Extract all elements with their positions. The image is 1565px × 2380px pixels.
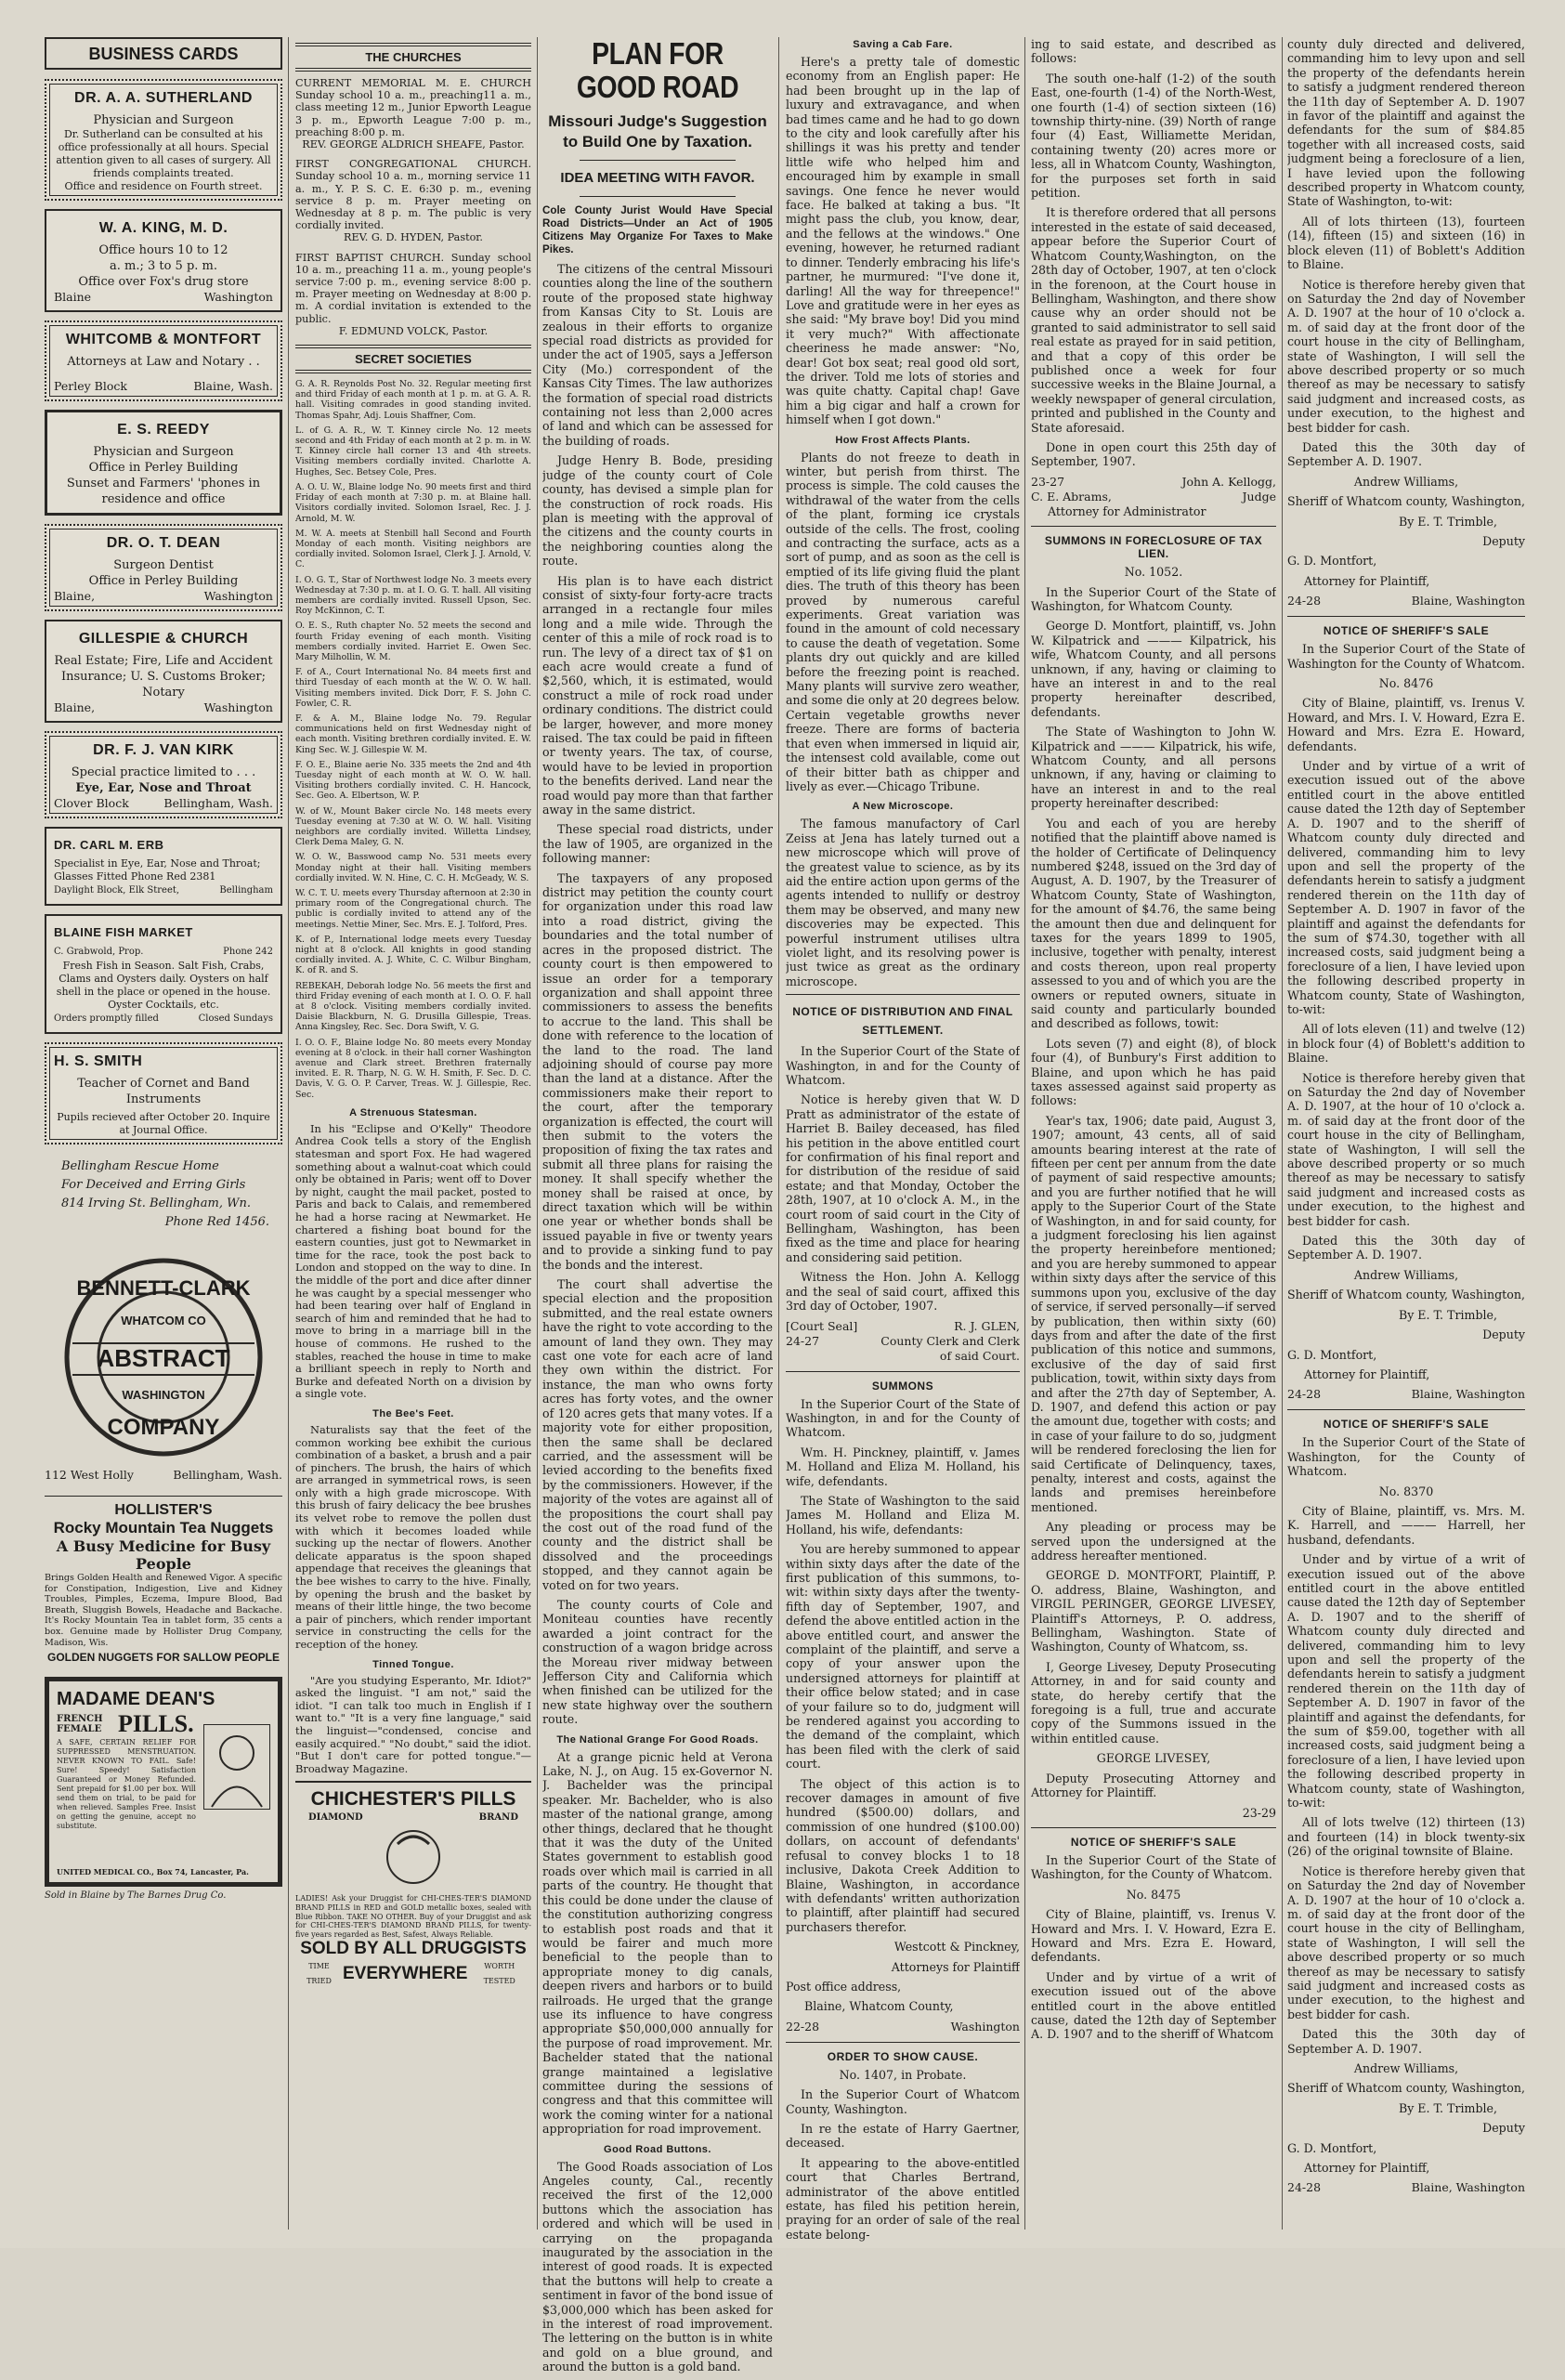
card-right: Washington	[203, 700, 273, 714]
card-name: E. S. REEDY	[117, 422, 210, 438]
attorney-name: G. D. Montfort,	[1287, 1347, 1377, 1362]
card-name: DR. O. T. DEAN	[106, 535, 221, 551]
deck-one: Missouri Judge's Suggestion to Build One by Taxation.	[548, 112, 767, 150]
card-right: Washington	[203, 589, 273, 603]
tinned-text: "Are you studying Esperanto, Mr. Idiot?" asked the linguist. "I am not," said the idiot. "I can talk too much in English if I want to." "It is a very fine language," said the linguist—"condensed, concise and easily acquired." "No doubt," said the idiot. "But I don't care for potted tongue."—Broadway Magazine.	[295, 1673, 531, 1775]
column-rule	[537, 37, 538, 2230]
chich-l: DIAMOND	[308, 1812, 363, 1824]
church-entry	[295, 77, 531, 150]
chich-sold: SOLD BY ALL DRUGGISTS	[300, 1939, 527, 1959]
sheriff-sale-heading: NOTICE OF SHERIFF'S SALE	[1070, 1835, 1237, 1849]
church-sig: REV. GEORGE ALDRICH SHEAFE, Pastor.	[302, 138, 525, 151]
notice-number: 24-28	[1287, 1387, 1322, 1402]
legal-paragraph: The State of Washington to the said James M. Holland and Eliza M. Holland, his wife, defendants:	[786, 1493, 1020, 1537]
address-line: Blaine, Washington	[1411, 2180, 1525, 2195]
legal-paragraph: Notice is therefore hereby given that on Saturday the 2nd day of November A. D. 1907 at the hour of 10 o'clock a. m. of said day at the front door of the court house in the city of Bellingham, state of Washington, I will sell the above described property or so much thereof as may be necessary to satisfy said judgment and increased costs, as under execution, to the highest and best bidder for cash.	[1287, 277, 1525, 435]
grange-heading: The National Grange For Good Roads.	[556, 1733, 759, 1746]
society-entry: A. O. U. W., Blaine lodge No. 90 meets first and third Friday of each month at 7:30 p. m. at Blaine hall. Visitors cordially invited. Solomon Israel, Rec. J. J. Arnold, M. W.	[295, 481, 531, 524]
deputy-title: Deputy	[1482, 2121, 1525, 2136]
legal-paragraph: ing to said estate, and described as follows:	[1031, 37, 1276, 66]
deck-three: Cole County Jurist Would Have Special Road Districts—Under an Act of 1905 Citizens May Organize For Taxes to Make Pikes.	[542, 204, 773, 255]
legal-paragraph: In the Superior Court of the State of Washington, for the County of Whatcom.	[1031, 1852, 1276, 1882]
legal-paragraph: It is therefore ordered that all persons interested in the estate of said deceased, appear before the Superior Court of Whatcom County,Washington, on the 28th day of October, 1907, at ten o'clock in the forenoon, at the Court house in Bellingham, Washington, and there show cause why an order should not be granted to said administrator to sell said real estate as prayed for in said petition, and that a copy of this order be published once a week for four successive weeks in the Blaine Journal, a weekly newspaper of general circulation, printed and published in the County and State aforesaid.	[1031, 205, 1276, 435]
society-entry: L. of G. A. R., W. T. Kinney circle No. 12 meets second and 4th Friday of each month at 2 p. m. in W. T. Kinney circle hall corner 13 and 4th streets. Visiting members cordially invited. Charlotte A. Hughes, Sec. Betsey Cole, Pres.	[295, 425, 531, 477]
legal-paragraph: Wm. H. Pinckney, plaintiff, v. James M. Holland and Eliza M. Holland, his wife, defendants.	[786, 1445, 1020, 1488]
card-name: DR. CARL M. ERB	[54, 838, 164, 852]
card-title: Specialist in Eye, Ear, Nose and Throat; Glasses Fitted Phone Red 2381	[54, 857, 261, 883]
legal-paragraph: Dated this the 30th day of September A. D. 1907.	[1287, 1234, 1525, 1262]
legal-paragraph: Under and by virtue of a writ of execution issued out of the above entitled court in the above entitled cause, dated the 12th day of September A. D. 1907 and to the sheriff of Whatcom	[1031, 1969, 1276, 2042]
notice-number: 24-28	[1287, 2180, 1322, 2195]
card-right: Bellingham	[219, 885, 273, 896]
card-left: Orders promptly filled	[54, 1013, 159, 1024]
society-entry: G. A. R. Reynolds Post No. 32. Regular meeting first and third Friday of each month at 1 p. m. at G. A. R. hall. Visiting comrades in good standing invited. Thomas Spahr, Adj. Louis Shaffner, Com.	[295, 379, 531, 421]
legal-paragraph: You and each of you are hereby notified that the plaintiff above named is the holder of Certificate of Delinquency numbered $248, issued on the 3rd day of August, A. D. 1907, by the Treasurer of Whatcom County, State of Washington, for the amount of $4.76, the same being the amount then due and delinquent for taxes for the years 1899 to 1905, inclusive, together with penalty, interest and costs thereon, upon real property assessed to you and of which you are the owners or reputed owners, situate in said county and particularly bounded and described as follows, towit:	[1031, 816, 1276, 1031]
legal-paragraph: The south one-half (1-2) of the south East, one-fourth (1-4) of the North-West, one fourth (1-4) of section sixteen (16) township thirty-nine. (39) North of range four (4) East, Williamette Meridan, containing twenty (20) acres more or less, all in Whatcom County, Washington, for the purposes set forth in said petition.	[1031, 71, 1276, 201]
church-text: CURRENT MEMORIAL M. E. CHURCH Sunday school 10 a. m., preaching11 a. m., class meeting 12 m., Junior Epworth League 3 p. m., Epworth League 7:00 p. m., preaching 8:00 p. m.	[295, 77, 531, 138]
statesman-heading: A Strenuous Statesman.	[349, 1106, 477, 1118]
card-sutherland	[45, 79, 282, 201]
chich-name: CHICHESTER'S PILLS	[310, 1788, 516, 1811]
deputy-name: By E. T. Trimble,	[1398, 514, 1497, 529]
legal-paragraph: City of Blaine, plaintiff, vs. Mrs. M. K. Harrell, and ——— Harrell, her husband, defendants.	[1287, 1503, 1525, 1547]
card-right: Bellingham, Wash.	[163, 796, 273, 810]
notice-number: 24-28	[1287, 594, 1322, 608]
chich-r: BRAND	[478, 1812, 518, 1824]
card-line: Eye, Ear, Nose and Throat	[75, 781, 252, 795]
frost-text: Plants do not freeze to death in winter, but perish from thirst. The process is simple. The cold causes the withdrawal of the water from the cells of the plant, forming ice crystals outside of the cells. The frost, cooling and contracting the surface, acts as a sort of pump, and as soon as the cell is emptied of its life giving fluid the plant dies. The truth of this theory has been proved by numerous careful experiments. Great variation was found in the amount of cold necessary to cause the death of vegetation. Some plants dry out quickly and are killed before the freezing point is reached. Many plants will survive zero weather, and some die only at 20 degrees below. Certain vegetable growths never freeze. There are forms of bacteria that even when immersed in liquid air, the intensest cold available, come out of their bitter bath as chipper and lively as ever.—Chicago Tribune.	[786, 450, 1020, 793]
address-line: Blaine, Washington	[1411, 594, 1525, 608]
attorney-title: Attorney for Plaintiff,	[1304, 1367, 1430, 1381]
legal-paragraph: Notice is hereby given that W. D Pratt as administrator of the estate of Harriet B. Bailey deceased, has filed his petition in the above entitled court for confirmation of his final report and for distribution of the residue of said estate; and that Monday, October the 28th, 1907, at 10 o'clock A. M., in the court room of said court in the City of Bellingham, Washington, has been fixed as the time and place for hearing and considering said petition.	[786, 1092, 1020, 1264]
column-rule	[1282, 37, 1283, 2230]
society-entry: F. O. E., Blaine aerie No. 335 meets the 2nd and 4th Tuesday night of each month at W. O. W. hall. Visiting brothers cordially invited. C. H. Hancock, Sec. Geo. A. Elbertson, W. P.	[295, 759, 531, 802]
card-right: Closed Sundays	[198, 1013, 273, 1024]
rescue-line: For Deceived and Erring Girls	[61, 1178, 246, 1192]
article-paragraph: His plan is to have each district consist of sixty-four forty-acre tracts arranged in a rectangle four miles long and a mile wide. Through the center of this a mile of rock road is to run. The levy of a direct tax of $1 on each acre would create a fund of $2,560, which, it is estimated, would construct a mile of rock road under ordinary conditions. The district could be larger, however, and more money raised. The tax could be paid in fifteen or twenty years. The tax, of course, would have to be levied in proportion to the benefits derived. Land near the road would pay more than that farther away in the same district.	[542, 573, 773, 817]
legal-paragraph: All of lots twelve (12) thirteen (13) and fourteen (14) in block twenty-six (26) of the original townsite of Blaine.	[1287, 1815, 1525, 1859]
legal-paragraph: George D. Montfort, plaintiff, vs. John W. Kilpatrick and ——— Kilpatrick, his wife, Whatcom County, and all persons unknown, if any, having or claiming to have an interest in and to the real property hereinafter described, defendants.	[1031, 619, 1276, 719]
legal-paragraph: Dated this the 30th day of September A. D. 1907.	[1287, 2027, 1525, 2056]
address-line: Blaine, Washington	[1411, 1387, 1525, 1402]
card-left: C. Grabwold, Prop.	[54, 947, 144, 957]
dean-body: A SAFE, CERTAIN RELIEF FOR SUPPRESSED MENSTRUATION. NEVER KNOWN TO FAIL. Safe! Sure! Speedy! Satisfaction Guaranteed or Money Refunded. Sent prepaid for $1.00 per box. Will send them on trial, to be paid for when relieved. Samples Free. Insist on getting the genuine, accept no substitute.	[57, 1738, 196, 1831]
rescue-line: 814 Irving St. Bellingham, Wn.	[61, 1197, 252, 1210]
card-name: BLAINE FISH MARKET	[54, 925, 193, 939]
legal-paragraph: All of lots eleven (11) and twelve (12) in block four (4) of Boblett's addition to Blaine.	[1287, 1022, 1525, 1066]
card-title: Attorneys at Law and Notary . .	[67, 355, 260, 369]
card-title: Surgeon Dentist	[113, 558, 214, 572]
address-line: Post office address,	[786, 1979, 902, 1994]
card-line: Office hours 10 to 12	[98, 243, 228, 257]
deputy-name: By E. T. Trimble,	[1398, 2100, 1497, 2115]
sheriff-sale-heading: NOTICE OF SHERIFF'S SALE	[1323, 1418, 1490, 1432]
card-line: Office in Perley Building	[88, 574, 239, 588]
legal-paragraph: Witness the Hon. John A. Kellogg and the seal of said court, affixed this 3rd day of October, 1907.	[786, 1270, 1020, 1314]
notice-number: 22-28	[786, 2019, 820, 2033]
legal-paragraph: Lots seven (7) and eight (8), of block four (4), of Bunbury's First addition to Blaine, and upon which he has paid taxes assessed against said property as follows:	[1031, 1036, 1276, 1108]
society-entry: K. of P., International lodge meets every Tuesday night at 8 o'clock. All knights in good standing cordially invited. A. J. White, C. C. Wilbur Bingham, K. of R. and S.	[295, 934, 531, 976]
sheriff-sale-heading: NOTICE OF SHERIFF'S SALE	[1323, 624, 1490, 638]
legal-paragraph: In the Superior Court of Whatcom County, Washington.	[786, 2087, 1020, 2116]
seal-bot: COMPANY	[107, 1415, 220, 1440]
deputy-name: By E. T. Trimble,	[1398, 1307, 1497, 1322]
signature: Attorneys for Plaintiff	[891, 1959, 1020, 1974]
microscope-text: The famous manufactory of Carl Zeiss at Jena has lately turned out a new microscope which will prove of the greatest value to science, as by its aid the entire action upon germs of the agents intended to nullify or destroy them may be observed, and many new discoveries may be expected. This powerful instrument utilises ultra violet light, and its resolving power is just twice as great as the ordinary microscope.	[786, 817, 1020, 988]
card-name: DR. A. A. SUTHERLAND	[74, 90, 253, 106]
address-line: Blaine, Whatcom County,	[804, 1999, 954, 2014]
legal-paragraph: No. 1407, in Probate.	[839, 2067, 967, 2082]
card-line: Office in Perley Building	[88, 461, 239, 475]
seal-address: 112 West Holly	[45, 1468, 134, 1482]
prosecutor-title: Deputy Prosecuting Attorney and Attorney for Plaintiff.	[1031, 1771, 1276, 1800]
madame-dean-ad	[45, 1677, 282, 1887]
bees-heading: The Bee's Feet.	[372, 1407, 454, 1419]
buttons-text: The Good Roads association of Los Angeles county, Cal., recently received the first of the 12,000 buttons which the association has ordered and which will be used in carrying on the propaganda inaugurated by the association in the interest of good roads. It is expected that the buttons will help to create a sentiment in favor of the bond issue of $3,000,000 which has been asked for in the interest of road improvement. The lettering on the button is in white and gold on a blue ground, and around the button is a gold band.	[542, 2159, 773, 2374]
legal-paragraph: Under and by virtue of a writ of execution issued out of the above entitled court in the above entitled cause dated the 12th day of September A. D. 1907 and to the sheriff of Whatcom county duly directed and delivered, commanding him to levy upon and sell the property of the defendants herein to satisfy a judgment rendered therein on the 11th day of September A. D. 1907 in favor of the plaintiff and against the defendants for the sum of $74.30, together with all increased costs, said judgment being a foreclosure of a lien, I have levied upon the following described property in Whatcom county, State of Washington, to-wit:	[1287, 759, 1525, 1016]
woman-portrait-icon	[203, 1724, 270, 1810]
chich-body: LADIES! Ask your Druggist for CHI-CHES-TER'S DIAMOND BRAND PILLS in RED and GOLD metallic boxes, sealed with Blue Ribbon. TAKE NO OTHER. Buy of your Druggist and ask for CHI-CHES-TER'S DIAMOND BRAND PILLS, for twenty-five years regarded as Best, Safest, Always Reliable.	[295, 1894, 531, 1939]
card-name: GILLESPIE & CHURCH	[78, 631, 249, 647]
business-cards-column	[45, 37, 282, 1901]
card-title: Special practice limited to . . .	[71, 765, 256, 779]
signature: Westcott & Pinckney,	[893, 1940, 1020, 1955]
legal-paragraph: In the Superior Court of the State of Washington, for the County of Whatcom.	[1287, 1435, 1525, 1479]
church-sig: REV. G. D. HYDEN, Pastor.	[344, 231, 483, 244]
legal-paragraph: Any pleading or process may be served upon the undersigned at the address hereafter mentioned.	[1031, 1520, 1276, 1563]
society-entry: W. O. W., Basswood camp No. 531 meets every Monday night at their hall. Visiting members cordially invited. W. N. Hine, C. C. H. McGeady, W. S.	[295, 852, 531, 883]
card-whitcomb	[45, 320, 282, 401]
buttons-heading: Good Road Buttons.	[604, 2143, 711, 2155]
notice-number: 23-27	[1031, 474, 1065, 489]
sheriff-title: Sheriff of Whatcom county, Washington,	[1287, 1288, 1525, 1302]
good-road-column	[542, 37, 773, 2380]
distribution-heading: NOTICE OF DISTRIBUTION AND FINAL SETTLEMENT.	[792, 1005, 1013, 1038]
church-text: FIRST CONGREGATIONAL CHURCH. Sunday school 10 a. m., morning service 11 a. m., Y. P. S. C. E. 6:30 p. m., evening service 8 p. m. Prayer meeting on Wednesday at 8 p. m. The public is very cordially invited.	[295, 158, 531, 232]
legal-paragraph: All of lots thirteen (13), fourteen (14), fifteen (15) and sixteen (16) in block eleven (11) of Boblett's Addition to Blaine.	[1287, 214, 1525, 272]
deputy-title: Deputy	[1482, 1327, 1525, 1342]
card-right: Washington	[203, 290, 273, 304]
sheriff-name: Andrew Williams,	[1353, 2060, 1459, 2075]
court-seal-label: [Court Seal]	[786, 1318, 858, 1333]
address-line: Washington	[950, 2019, 1020, 2033]
tinned-heading: Tinned Tongue.	[372, 1658, 454, 1670]
seal-icon	[52, 1250, 275, 1464]
society-entry: O. E. S., Ruth chapter No. 52 meets the second and fourth Friday evening of each month. Visiting members cordially invited. Harriet E. Owen Sec. Mary Milhollin, W. M.	[295, 621, 531, 662]
attorney-name: G. D. Montfort,	[1287, 2140, 1377, 2155]
card-footer: Office and residence on Fourth street.	[64, 180, 263, 192]
prosecutor-name: GEORGE LIVESEY,	[1096, 1751, 1211, 1766]
card-title: Teacher of Cornet and Band Instruments	[77, 1077, 250, 1106]
card-dean	[45, 524, 282, 611]
bees-text: Naturalists say that the feet of the common working bee exhibit the curious combination of a basket, a brush and a pair of pinchers. The brush, the hairs of which are arranged in symmetrical rows, is seen only with a high grade microscope. With this brush of fairy delicacy the bee brushes its velvet robe to remove the pollen dust with which it becomes loaded while sucking up the nectar of flowers. Another delicate apparatus is the spoon shaped appendage that receives the gleanings that the bee wishes to carry to the hive. Finally, by opening the brush and the basket by means of their little hinge, the two become a pair of pinchers, which render important service in constructing the cells for the reception of the honey.	[295, 1422, 531, 1652]
church-entry	[295, 158, 531, 243]
dean-pills: PILLS.	[118, 1710, 194, 1738]
tea-body: Brings Golden Health and Renewed Vigor. A specific for Constipation, Indigestion, Live and Kidney Troubles, Pimples, Eczema, Impure Blood, Bad Breath, Sluggish Bowels, Headache and Backache. It's Rocky Mountain Tea in tablet form, 35 cents a box. Genuine made by Hollister Drug Company, Madison, Wis.	[45, 1573, 282, 1648]
case-number: No. 8476	[1378, 676, 1434, 691]
card-line: a. m.; 3 to 5 p. m.	[109, 259, 218, 273]
seal-ring-bot: WASHINGTON	[122, 1388, 205, 1402]
article-paragraph: These special road districts, under the law of 1905, are organized in the following manner:	[542, 822, 773, 866]
cab-text: Here's a pretty tale of domestic economy from an English paper: He had been brought up in the lap of luxury and extravagance, and when bad times came and he had to go down to the city and look carefully after his shillings it was his pretty and tender little wife who helped him and encouraged him by example in small savings. One fence he never would face. He balked at taking a bus. "It might pass the club, you know, dear, and the fellows at the windows." One evening, however, he returned radiant to dinner. Tenderly embracing his life's partner, he murmured: "I've done it, darling! All the way for threepence!" Love and gratitude were in her eyes as she said: "My brave boy! Did you mind it very much?" With affectionate cheeriness he made answer: "No, dear! Got box seat; real good old sort, the driver. Told me lots of stories and was quite chatty. Capital chap! Gave him a big cigar and half a crown for himself when I got down."	[786, 55, 1020, 427]
legal-paragraph: In re the estate of Harry Gaertner, deceased.	[786, 2121, 1020, 2151]
case-number: No. 8370	[1378, 1484, 1434, 1498]
business-cards-heading: BUSINESS CARDS	[45, 37, 282, 70]
church-entry	[295, 252, 531, 337]
case-number: No. 8475	[1126, 1887, 1181, 1902]
chich-tl: TIME TRIED	[306, 1962, 332, 1986]
card-title: Physician and Surgeon	[93, 113, 234, 127]
legal-paragraph: The State of Washington to John W. Kilpatrick and ——— Kilpatrick, his wife, Whatcom County, and all persons unknown, if any, having or claiming to have an interest in and to the real property hereinafter described:	[1031, 725, 1276, 811]
show-cause-heading: ORDER TO SHOW CAUSE.	[827, 2049, 979, 2063]
deputy-title: Deputy	[1482, 534, 1525, 548]
legal-paragraph: In the Superior Court of the State of Washington, for Whatcom County.	[1031, 584, 1276, 613]
legal-paragraph: Notice is therefore hereby given that on Saturday the 2nd day of November A. D. 1907 at the hour of 10 o'clock a. m. of said day at the front door of the court house in the city of Bellingham, state of Washington, I will sell the above described property or so much thereof as may be necessary to satisfy said judgment and increased costs as under execution, to the highest and best bidder for cash.	[1287, 1863, 1525, 2021]
chichester-ad	[295, 1781, 531, 1989]
column-rule	[778, 37, 779, 2230]
dean-foot: UNITED MEDICAL CO., Box 74, Lancaster, Pa.	[57, 1867, 249, 1877]
article-paragraph: The court shall advertise the special election and the proposition submitted, and the real estate owners have the right to vote according to the amount of land they own. They may cast one vote for each acre of land they own within the district. For instance, the man who owns forty acres has forty votes, and the owner of 120 acres gets that many votes. If a majority vote for either proposition, then the same shall be declared carried, and the assessment will be levied according to the benefits fixed by the commissioners. However, if the majority of the votes are against all of the propositions the court shall pay the cost out of the road fund of the county and the district shall be dissolved and the proceedings stopped, and they cannot again be voted on for two years.	[542, 1277, 773, 1592]
society-entry: REBEKAH, Deborah lodge No. 56 meets the first and third Friday evening of each month at I. O. O. F. hall at 8 o'clock. Visiting members cordially invited. Daisie Blackburn, N. G. Drusilla Gillespie, Treas. Anna Kingsley, Rec. Sec. Dora Swift, V. G.	[295, 980, 531, 1033]
notice-number: 23-29	[1242, 1805, 1276, 1820]
church-text: FIRST BAPTIST CHURCH. Sunday school 10 a. m., preaching 11 a. m., young people's service 7:00 p. m., evening service 8:00 p. m. Prayer meeting on Wednesday at 8:00 p. m. A cordial invitation is extended to the public.	[295, 251, 531, 325]
card-left: Blaine,	[54, 700, 96, 714]
card-name: W. A. KING, M. D.	[98, 220, 228, 236]
legal-column-one	[1031, 37, 1276, 2047]
sheriff-title: Sheriff of Whatcom county, Washington,	[1287, 2081, 1525, 2096]
card-smith	[45, 1042, 282, 1144]
card-name: DR. F. J. VAN KIRK	[93, 742, 234, 758]
card-right: Phone 242	[223, 947, 273, 957]
article-paragraph: Judge Henry B. Bode, presiding judge of the county court of Cole county, has devised a simple plan for the construction of rock roads. His plan is meeting with the approval of the citizens and the county courts in the neighboring counties along the route.	[542, 453, 773, 569]
card-gillespie	[45, 620, 282, 723]
card-title: Real Estate; Fire, Life and Accident Insurance; U. S. Customs Broker; Notary	[54, 654, 273, 700]
church-list	[295, 77, 531, 337]
article-paragraph: The taxpayers of any proposed district may petition the county court for organization under this road law into a road district, giving the boundaries and the total number of acres in the proposed district. The county court is then empowered to issue an order for a temporary organization and shall appoint three commissioners to assess the benefits to accrue to the land. This shall be done with reference to the location of the land to the road. The land adjoining should of course pay more than the land at a distance. After the commissioners make their report to the court, after the temporary organization is effected, the court will then submit to the voters the proposition of fixing the tax rates and submit all three plans for raising the money. It shall specify whether the money shall be raised at once, by direct taxation which will be within one year or whether bonds shall be issued payable in five or twenty years and to provide a sinking fund to pay the bonds and the interest.	[542, 870, 773, 1272]
legal-paragraph: In the Superior Court of the State of Washington for the County of Whatcom.	[1287, 642, 1525, 671]
society-entry: M. W. A. meets at Stenbill hall Second and Fourth Monday of each month. Visiting neighbors are cordially invited. Solomon Israel, Clerk J. J. Arnold, V. C.	[295, 528, 531, 570]
page-title: PLAN FOR GOOD ROAD	[576, 37, 739, 104]
attorney-title: Attorney for Plaintiff,	[1304, 573, 1430, 588]
legal-paragraph: City of Blaine, plaintiff, vs. Irenus V. Howard, and Mrs. I. V. Howard, Ezra E. Howard and Mrs. Ezra E. Howard, defendants.	[1287, 696, 1525, 753]
card-name: WHITCOMB & MONTFORT	[65, 332, 262, 347]
tea-tag: GOLDEN NUGGETS FOR SALLOW PEOPLE	[46, 1651, 280, 1665]
grange-text: At a grange picnic held at Verona Lake, N. J., on Aug. 15 ex-Governor N. J. Bachelder was the principal speaker. Mr. Bachelder, who is also master of the national grange, among other things, declared that he thought that it was the duty of the United States government to establish good roads over which mail is carried in all parts of the country. He thought that this could be done under the clause of the constitution authorizing congress to establish post roads and that it would be fairer and much more beneficial to the people than to appropriate money to dig canals, deepen rivers and harbors or to build railroads. He urged that the grange use its influence to have congress appropriate $50,000,000 annually for the purpose of road improvement. Mr. Bachelder stated that the national grange maintained a legislative committee during the sessions of congress and that this committee will work the coming winter for a national appropriation for road improvement.	[542, 1749, 773, 2137]
attorney-name: C. E. Abrams,	[1031, 489, 1112, 503]
article-paragraph: The county courts of Cole and Moniteau counties have recently awarded a joint contract for the construction of a wagon bridge across the Moreau river midway between Jefferson City and California which when finished can be utilized for the new state highway over the southern route.	[542, 1597, 773, 1727]
attorney-title: Attorney for Plaintiff,	[1304, 2161, 1430, 2175]
cab-heading: Saving a Cab Fare.	[853, 39, 953, 50]
legal-paragraph: Under and by virtue of a writ of execution issued out of the above entitled court in the above entitled cause dated the 12th day of September A. D. 1907 and to the sheriff of Whatcom county duly directed and delivered, commanding him to levy upon and sell the property of the defendants herein to satisfy a judgment rendered therein on the 11th day of September A. D. 1907 in favor of the plaintiff and against the defendants, for the sum of $59.00, together with all increased costs, said judgment being a foreclosure of a lien, I have levied upon the following described property in Whatcom county, state of Washington, to-wit:	[1287, 1552, 1525, 1811]
dean-sub: FRENCH FEMALE	[57, 1714, 103, 1735]
card-fish-market	[45, 914, 282, 1034]
column-rule	[1024, 37, 1025, 2230]
society-entry: I. O. O. F., Blaine lodge No. 80 meets every Monday evening at 8 o'clock. in their hall corner Washington avenue and Clark street. Brethren fraternally invited. E. R. Tharp, N. G. W. H. Smith, F. Sec. D. C. Davis, V. G. O. P. Carver, Treas. W. J. Gillespie, Rec. Sec.	[295, 1037, 531, 1100]
article-paragraph: The citizens of the central Missouri counties along the line of the southern route of the proposed state highway from Kansas City to St. Louis are zealous in their efforts to organize special road districts as provided for under the act of 1905, says a Jefferson City (Mo.) correspondent of the Kansas City Times. The law authorizes the formation of special road districts containing not less than 2,000 acres of land and which can be assessed for the building of roads.	[542, 262, 773, 448]
card-left: Clover Block	[54, 796, 129, 810]
rescue-line: Phone Red 1456.	[164, 1215, 269, 1229]
rescue-line: Bellingham Rescue Home	[61, 1159, 219, 1173]
sheriff-name: Andrew Williams,	[1353, 1267, 1459, 1282]
card-left: Daylight Block, Elk Street,	[54, 885, 180, 896]
legal-column-two	[1287, 37, 1525, 2195]
judge-title: Judge	[1242, 489, 1276, 503]
tea-nuggets-ad	[45, 1496, 282, 1664]
misc-column	[786, 37, 1020, 2247]
legal-paragraph: Notice is therefore hereby given that on Saturday the 2nd day of November A. D. 1907, at the hour of 10 o'clock a. m. of said day at the front door of the court house in the city of Bellingham, state of Washington, I will sell the above described property or so much thereof as may be necessary to satisfy said judgment and increased costs as under execution, to the highest and best bidder for cash.	[1287, 1070, 1525, 1228]
clerk-name: R. J. GLEN,	[954, 1318, 1020, 1333]
frost-heading: How Frost Affects Plants.	[835, 434, 971, 446]
chich-tr: WORTH TESTED	[483, 1962, 515, 1986]
card-line: Sunset and Farmers' 'phones in residence and office	[66, 477, 261, 506]
chich-ev: EVERYWHERE	[342, 1964, 468, 1984]
attorney-name: G. D. Montfort,	[1287, 554, 1377, 569]
card-erb	[45, 827, 282, 906]
seal-city: Bellingham, Wash.	[173, 1468, 282, 1482]
card-left: Perley Block	[54, 379, 127, 393]
society-list	[295, 379, 531, 1100]
legal-paragraph: GEORGE D. MONTFORT, Plaintiff, P. O. address, Blaine, Washington, and VIRGIL PERINGER, GEORGE LIVESEY, Plaintiff's Attorneys, P. O. address, Bellingham, Washington. State of Washington, County of Whatcom, ss.	[1031, 1568, 1276, 1654]
summons-heading: SUMMONS	[871, 1379, 934, 1393]
tea-name: Rocky Mountain Tea Nuggets	[53, 1519, 274, 1537]
tax-lien-heading: SUMMONS IN FORECLOSURE OF TAX LIEN.	[1044, 534, 1263, 561]
microscope-heading: A New Microscope.	[852, 801, 954, 813]
card-left: Blaine,	[54, 589, 96, 603]
legal-paragraph: In the Superior Court of the State of Washington, in and for the County of Whatcom.	[786, 1396, 1020, 1440]
church-sig: F. EDMUND VOLCK, Pastor.	[338, 324, 489, 337]
society-entry: I. O. G. T., Star of Northwest lodge No. 3 meets every Wednesday at 7:30 p. m. at I. O. G. T. hall. All visiting members are cordially invited. Russell Upson, Sec. Roy McKinnon, C. T.	[295, 574, 531, 617]
card-title: Physician and Surgeon	[93, 445, 234, 459]
abstract-company-seal	[45, 1250, 282, 1483]
card-king	[45, 209, 282, 312]
card-reedy	[45, 410, 282, 516]
card-vankirk	[45, 731, 282, 818]
society-entry: W. C. T. U. meets every Thursday afternoon at 2:30 in primary room of the Congregational church. The public is cordially invited to attend any of the meetings. Nettie Miner, Sec. Mrs. E. J. Tolford, Pres.	[295, 888, 531, 930]
card-line: Office over Fox's drug store	[78, 275, 249, 289]
notice-number: 24-27	[786, 1333, 820, 1348]
legal-paragraph: I, George Livesey, Deputy Prosecuting Attorney, in and for said county and state, do hereby certify that the foregoing is a full, true and accurate copy of the Summons issued in the within entitled cause.	[1031, 1659, 1276, 1746]
legal-paragraph: In the Superior Court of the State of Washington, in and for the County of Whatcom.	[786, 1044, 1020, 1087]
rescue-home-ad	[45, 1157, 282, 1232]
tea-small: HOLLISTER'S	[114, 1502, 213, 1518]
legal-paragraph: Done in open court this 25th day of September, 1907.	[1031, 439, 1276, 469]
face-portrait-icon	[372, 1825, 455, 1890]
dean-name: MADAME DEAN'S	[57, 1689, 215, 1710]
deck-two: IDEA MEETING WITH FAVOR.	[560, 170, 755, 186]
card-right: Blaine, Wash.	[193, 379, 273, 393]
seal-mid: ABSTRACT	[97, 1344, 230, 1372]
card-left: Blaine	[54, 290, 92, 304]
card-body: Fresh Fish in Season. Salt Fish, Crabs, Clams and Oysters daily. Oysters on half shell in the place or opened in the house. Oyster Cocktails, etc.	[56, 960, 271, 1011]
tea-sub: A Busy Medicine for Busy People	[56, 1537, 271, 1573]
legal-paragraph: Year's tax, 1906; date paid, August 3, 1907; amount, 43 cents, all of said amounts bearing interest at the rate of fifteen per cent per annum from the date of payment of said respective amounts; and you are further notified that he will apply to the Superior Court of the State of Washington, in and for said county, for a judgment foreclosing his lien against the property hereinbefore mentioned; and you are hereby summoned to appear within sixty days after the service of this summons upon you, exclusive of the day of service, if served personally—if served by publication, then within sixty (60) days from and after the date of the first publication of this notice and summons, exclusive of the day of said first publication, towit, within sixty days from and after the 27th day of September, A. D. 1907, and defend this action or pay the amount due, together with costs; and in case of your failure to do so, judgment will be rendered foreclosing the lien for said Certificate of Delinquency, taxes, penalty, interest and costs, against the lands and premises hereinbefore mentioned.	[1031, 1113, 1276, 1514]
legal-paragraph: The object of this action is to recover damages in amount of five hundred ($500.00) dollars, and commission of one hundred ($100.00) dollars, on account of defendants' refusal to convey blocks 1 to 18 inclusive, Dakota Creek Addition to Blaine, Washington, in accordance with defendants' written authorization to plaintiff, after plaintiff had secured purchasers therefor.	[786, 1776, 1020, 1934]
society-entry: F. of A., Court International No. 84 meets first and third Tuesday of each month at the W. O. W. hall. Visiting members invited. Dick Dorr, F. S. John C. Fowler, C. R.	[295, 667, 531, 709]
sheriff-name: Andrew Williams,	[1353, 474, 1459, 489]
clerk-title: County Clerk and Clerk of said Court.	[880, 1333, 1020, 1363]
secret-societies-heading: SECRET SOCIETIES	[295, 345, 531, 373]
column-rule	[288, 37, 289, 2230]
seal-top: BENNETT-CLARK	[76, 1276, 251, 1300]
legal-paragraph: It appearing to the above-entitled court that Charles Bertrand, administrator of the above entitled estate, has filed his petition herein, praying for an order of sale of the real estate belong-	[786, 2155, 1020, 2242]
society-entry: F. & A. M., Blaine lodge No. 79. Regular communications held on first Wednesday night of each month. Visiting brethren cordially invited. E. W. King Sec. W. J. Gillespie W. M.	[295, 713, 531, 755]
churches-heading: THE CHURCHES	[295, 43, 531, 72]
attorney-title: Attorney for Administrator	[1048, 503, 1206, 518]
dean-sold: Sold in Blaine by The Barnes Drug Co.	[45, 1890, 227, 1902]
card-body: Dr. Sutherland can be consulted at his office professionally at all hours. Special attention given to all cases of surgery. All friends complaints treated.	[56, 128, 271, 179]
legal-paragraph: You are hereby summoned to appear within sixty days after the date of the first publication of this summons, to-wit: within sixty days after the twenty-fifth day of September, 1907, and defend the above entitled action in the above entitled court, and answer the complaint of the plaintiff, and serve a copy of your answer upon the undersigned attorneys for plaintiff at their office below stated; and in case of your failure so to do, judgment will be rendered against you according to the demand of the complaint, which has been filed with the clerk of said court.	[786, 1542, 1020, 1772]
seal-ring-top: WHATCOM CO	[121, 1314, 206, 1327]
churches-column	[295, 37, 531, 1989]
legal-paragraph: county duly directed and delivered, commanding him to levy upon and sell the property of the defendants herein to satisfy a judgment rendered thereon the 11th day of September A. D. 1907 in favor of the plaintiff and against the defendants for the sum of $84.85 together with all increased costs, said judgment being a foreclosure of a lien, I have levied upon the following described property in Whatcom county, State of Washington, to-wit:	[1287, 37, 1525, 209]
statesman-text: In his "Eclipse and O'Kelly" Theodore Andrea Cook tells a story of the English statesman and sport Fox. He had wagered something about a walnut-coat which could only be obtained in Paris; went off to Dover by night, caught the mail packet, posted to Paris and back to Calais, and remembered he had a horse racing at Newmarket. He chartered a fishing boat bound for the eastern counties, just got to Newmarket in time for the race, took the post back to London and stopped on the way to dine. In the middle of the port and dice after dinner he was caught by a special messenger who had been tearing over half of England in search of him and reminded that he had to move to bring in a marriage bill in the house of commons. He rushed to the stables, reached the house in time to make a brilliant speech in reply to North and Burke and defeated North on a division by a single vote.	[295, 1121, 531, 1401]
case-number: No. 1052.	[1124, 565, 1183, 580]
legal-paragraph: Dated this the 30th day of September A. D. 1907.	[1287, 439, 1525, 469]
legal-paragraph: City of Blaine, plaintiff, vs. Irenus V. Howard and Mrs. I. V. Howard, Ezra E. Howard and Mrs. Ezra E. Howard, defendants.	[1031, 1907, 1276, 1965]
sheriff-title: Sheriff of Whatcom county, Washington,	[1287, 494, 1525, 509]
judge-name: John A. Kellogg,	[1181, 474, 1276, 489]
society-entry: W. of W., Mount Baker circle No. 148 meets every Tuesday evening at 7:30 at W. O. W. hall. Visiting neighbors are cordially invited. Willetta Lindsey, Clerk Dema Maley, G. N.	[295, 805, 531, 848]
card-name: H. S. SMITH	[54, 1053, 143, 1069]
card-line: Pupils recieved after October 20. Inquire at Journal Office.	[57, 1111, 270, 1136]
